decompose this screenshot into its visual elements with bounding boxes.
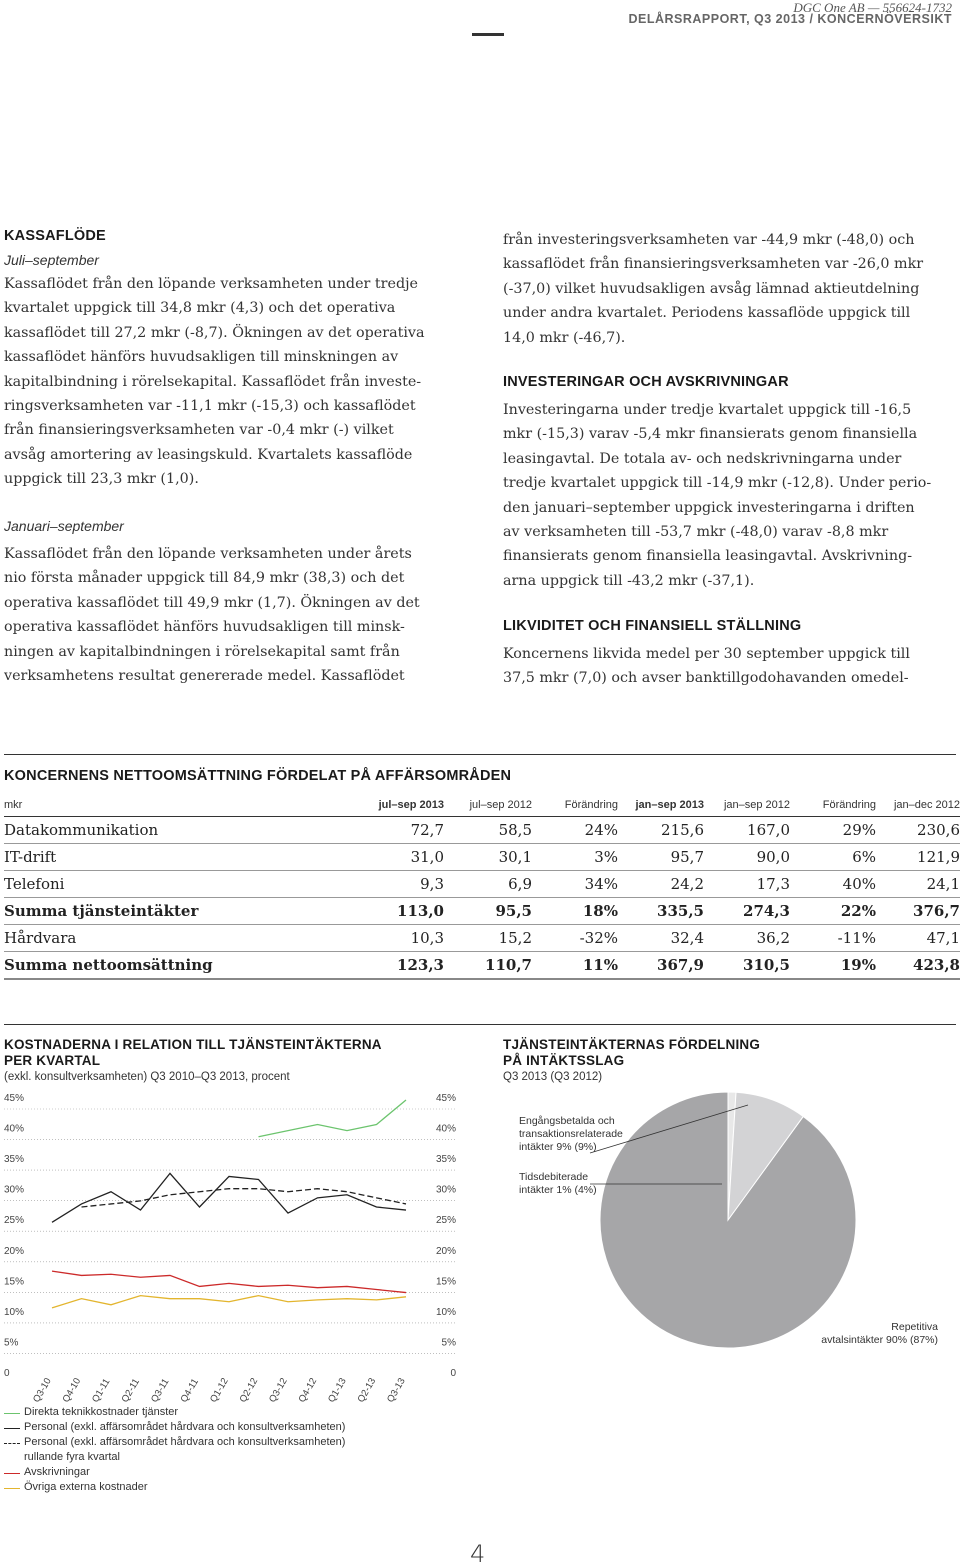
- table-cell: 215,6: [618, 817, 704, 844]
- table-cell: 24%: [532, 817, 618, 844]
- y-tick-label-right: 15%: [435, 1276, 456, 1288]
- row-label: Summa nettoomsättning: [4, 952, 334, 980]
- likviditet-heading: LIKVIDITET OCH FINANSIELL STÄLLNING: [503, 618, 802, 634]
- table-cell: 29%: [790, 817, 876, 844]
- col-header: jan–dec 2012: [876, 797, 960, 817]
- table-cell: -11%: [790, 925, 876, 952]
- page-number: 4: [470, 1540, 486, 1568]
- x-tick-label: Q4-10: [60, 1376, 84, 1405]
- col-header: Förändring: [532, 797, 618, 817]
- table-heading: KONCERNENS NETTOOMSÄTTNING FÖRDELAT PÅ AFFÄRSOMRÅDEN: [4, 768, 512, 784]
- table-cell: 335,5: [618, 898, 704, 925]
- likviditet-text: Koncernens likvida medel per 30 september uppgick till 37,5 mkr (7,0) och avser banktillgodohavanden omedel-: [503, 646, 910, 687]
- table-cell: 274,3: [704, 898, 790, 925]
- table-cell: 36,2: [704, 925, 790, 952]
- table-cell: 24,1: [876, 871, 960, 898]
- table-row: [4, 898, 960, 925]
- table-cell: 121,9: [876, 844, 960, 871]
- x-tick-label: Q1-13: [326, 1376, 349, 1405]
- y-tick-label-left: 10%: [4, 1306, 25, 1318]
- table-cell: 90,0: [704, 844, 790, 871]
- col-header: jan–sep 2013: [618, 797, 704, 817]
- y-tick-label-right: 35%: [435, 1154, 456, 1166]
- y-tick-label-right: 40%: [435, 1123, 456, 1135]
- x-tick-label: Q2-13: [355, 1376, 379, 1405]
- y-tick-label-right: 45%: [435, 1093, 456, 1104]
- x-tick-label: Q3-11: [149, 1376, 172, 1405]
- y-tick-label-left: 40%: [4, 1123, 25, 1135]
- y-tick-label-left: 25%: [4, 1215, 25, 1227]
- legend-label: rullande fyra kvartal: [24, 1451, 120, 1463]
- legend-label: Övriga externa kostnader: [24, 1481, 148, 1493]
- row-label: IT-drift: [4, 844, 334, 871]
- y-tick-label-left: 15%: [4, 1276, 25, 1288]
- table-cell: 3%: [532, 844, 618, 871]
- chart1-subtitle: (exkl. konsultverksamheten) Q3 2010–Q3 2013, procent: [4, 1071, 290, 1083]
- table-row: [4, 871, 960, 898]
- table-cell: 230,6: [876, 817, 960, 844]
- revenue-table: [4, 797, 960, 980]
- x-tick-label: Q3-12: [267, 1376, 290, 1405]
- table-cell: 72,7: [334, 817, 444, 844]
- table-cell: 19%: [790, 952, 876, 980]
- row-label: Datakommunikation: [4, 817, 334, 844]
- table-cell: 15,2: [444, 925, 532, 952]
- company-id: DGC One AB — 556624-1732: [793, 0, 952, 15]
- y-tick-label-left: 35%: [4, 1154, 25, 1166]
- table-cell: -32%: [532, 925, 618, 952]
- table-cell: 110,7: [444, 952, 532, 980]
- kassaflode-sub-quarter: Juli–september: [4, 252, 99, 268]
- legend-swatch: [4, 1413, 20, 1414]
- table-cell: 10,3: [334, 925, 444, 952]
- table-cell: 376,7: [876, 898, 960, 925]
- investeringar-heading: INVESTERINGAR OCH AVSKRIVNINGAR: [503, 374, 789, 390]
- legend-swatch: [4, 1473, 20, 1474]
- table-cell: 31,0: [334, 844, 444, 871]
- table-cell: 58,5: [444, 817, 532, 844]
- pie-label-repetitiva: Repetitiva avtalsintäkter 90% (87%): [821, 1321, 938, 1346]
- table-cell: 6%: [790, 844, 876, 871]
- table-cell: 95,5: [444, 898, 532, 925]
- table-cell: 30,1: [444, 844, 532, 871]
- table-row: [4, 952, 960, 980]
- y-tick-label-left: 5%: [4, 1337, 19, 1349]
- chart1-title-line1: KOSTNADERNA I RELATION TILL TJÄNSTEINTÄKTERNA: [4, 1037, 382, 1052]
- series-line: [52, 1173, 406, 1222]
- table-row: [4, 817, 960, 844]
- header-divider: [472, 33, 504, 36]
- col-header: jul–sep 2012: [444, 797, 532, 817]
- table-cell: 24,2: [618, 871, 704, 898]
- legend-label: Personal (exkl. affärsområdet hårdvara och konsultverksamheten): [24, 1436, 346, 1448]
- row-label: Summa tjänsteintäkter: [4, 898, 334, 925]
- table-cell: 6,9: [444, 871, 532, 898]
- col-header: jan–sep 2012: [704, 797, 790, 817]
- pie-label-engangs: Engångsbetalda och transaktionsrelaterade intäkter 9% (9%): [519, 1115, 623, 1153]
- x-tick-label: Q2-12: [237, 1376, 261, 1405]
- table-cell: 367,9: [618, 952, 704, 980]
- x-tick-label: Q3-13: [385, 1376, 408, 1405]
- table-header-row: [4, 797, 960, 817]
- row-label: Telefoni: [4, 871, 334, 898]
- row-label: Hårdvara: [4, 925, 334, 952]
- kassaflode-ytd-text: Kassaflödet från den löpande verksamheten under årets nio första månader uppgick till 84,9 mkr (38,3) och det operativa kassaflödet till 49,9 mkr (1,7). Ökningen av det operativa kassaflödet hänförs huvudsakligen till minsk- ningen av kapitalbindningen i rörelsekapital samt från verksamhetens resultat genererade medel. Kassaflödet: [4, 546, 420, 685]
- legend-label: Personal (exkl. affärsområdet hårdvara och konsultverksamheten): [24, 1421, 346, 1433]
- chart1-title-line2: PER KVARTAL: [4, 1053, 101, 1068]
- y-tick-label-right: 30%: [435, 1184, 456, 1196]
- col-header: Förändring: [790, 797, 876, 817]
- x-tick-label: Q4-11: [178, 1376, 201, 1405]
- y-tick-label-right: 10%: [435, 1306, 456, 1318]
- y-tick-label-right: 0: [450, 1368, 456, 1379]
- col-header: mkr: [4, 797, 334, 817]
- pie-label-tidsdebiterade: Tidsdebiterade intäkter 1% (4%): [519, 1171, 597, 1196]
- table-row: [4, 844, 960, 871]
- report-title: DELÅRSRAPPORT, Q3 2013 / KONCERNÖVERSIKT: [628, 12, 952, 26]
- chart2-title-line1: TJÄNSTEINTÄKTERNAS FÖRDELNING: [503, 1037, 761, 1052]
- kassaflode-quarter-text: Kassaflödet från den löpande verksamheten under tredje kvartalet uppgick till 34,8 mkr (4,3) och det operativa kassaflödet till 27,2 mkr (-8,7). Ökningen av det operativa kassaflödet hänförs huvudsakligen till minskningen av kapitalbindning i rörelsekapital. Kassaflödet från investe- ringsverksamheten var -11,1 mkr (-15,3) och kassaflödet från finansieringsverksamheten var -0,4 mkr (-) vilket avsåg amortering av leasingskuld. Kvartalets kassaflöde uppgick till 23,3 mkr (1,0).: [4, 276, 425, 488]
- legend-label: Avskrivningar: [24, 1466, 90, 1478]
- col-header: jul–sep 2013: [334, 797, 444, 817]
- y-tick-label-right: 25%: [435, 1215, 456, 1227]
- table-cell: 47,1: [876, 925, 960, 952]
- table-cell: 22%: [790, 898, 876, 925]
- y-tick-label-left: 0: [4, 1368, 10, 1379]
- legend-swatch: [4, 1443, 20, 1444]
- table-cell: 113,0: [334, 898, 444, 925]
- table-cell: 34%: [532, 871, 618, 898]
- chart2-subtitle: Q3 2013 (Q3 2012): [503, 1071, 603, 1083]
- series-line: [259, 1100, 407, 1137]
- cost-ratio-line-chart: [0, 1085, 480, 1405]
- legend-swatch: [4, 1428, 20, 1429]
- table-cell: 17,3: [704, 871, 790, 898]
- table-cell: 18%: [532, 898, 618, 925]
- y-tick-label-left: 45%: [4, 1093, 25, 1104]
- y-tick-label-left: 20%: [4, 1245, 25, 1257]
- y-tick-label-right: 20%: [435, 1245, 456, 1257]
- kassaflode-heading: KASSAFLÖDE: [4, 228, 106, 244]
- series-line: [52, 1296, 406, 1308]
- table-cell: 40%: [790, 871, 876, 898]
- table-cell: 167,0: [704, 817, 790, 844]
- table-row: [4, 925, 960, 952]
- x-tick-label: Q4-12: [296, 1376, 320, 1405]
- chart2-title-line2: PÅ INTÄKTSSLAG: [503, 1053, 625, 1068]
- cashflow-continued-text: från investeringsverksamheten var -44,9 mkr (-48,0) och kassaflödet från finansieringsverksamheten var -26,0 mkr (-37,0) vilket huvudsakligen avsåg lämnad aktieutdelning under andra kvartalet. Periodens kassaflöde uppgick till 14,0 mkr (-46,7).: [503, 232, 924, 346]
- table-cell: 123,3: [334, 952, 444, 980]
- x-tick-label: Q3-10: [31, 1376, 54, 1405]
- investeringar-text: Investeringarna under tredje kvartalet uppgick till -16,5 mkr (-15,3) varav -5,4 mkr finansierats genom finansiella leasingavtal. De totala av- och nedskrivningarna under tredje kvartalet uppgick till -14,9 mkr (-12,8). Under perio- den januari–september uppgick investeringarna i driften av verksamheten till -53,7 mkr (-48,0) varav -8,8 mkr finansierats genom finansiella leasingavtal. Avskrivning- arna uppgick till -43,2 mkr (-37,1).: [503, 402, 932, 589]
- table-top-rule: [4, 754, 956, 755]
- table-cell: 310,5: [704, 952, 790, 980]
- charts-top-rule: [4, 1024, 956, 1025]
- series-line: [52, 1271, 406, 1292]
- x-tick-label: Q1-11: [90, 1376, 113, 1405]
- table-cell: 95,7: [618, 844, 704, 871]
- table-cell: 423,8: [876, 952, 960, 980]
- legend-label: Direkta teknikkostnader tjänster: [24, 1406, 179, 1418]
- x-tick-label: Q2-11: [119, 1376, 142, 1405]
- kassaflode-sub-ytd: Januari–september: [4, 518, 124, 534]
- x-tick-label: Q1-12: [208, 1376, 231, 1405]
- table-cell: 32,4: [618, 925, 704, 952]
- table-cell: 9,3: [334, 871, 444, 898]
- y-tick-label-left: 30%: [4, 1184, 25, 1196]
- table-cell: 11%: [532, 952, 618, 980]
- legend-swatch: [4, 1488, 20, 1489]
- y-tick-label-right: 5%: [441, 1337, 456, 1349]
